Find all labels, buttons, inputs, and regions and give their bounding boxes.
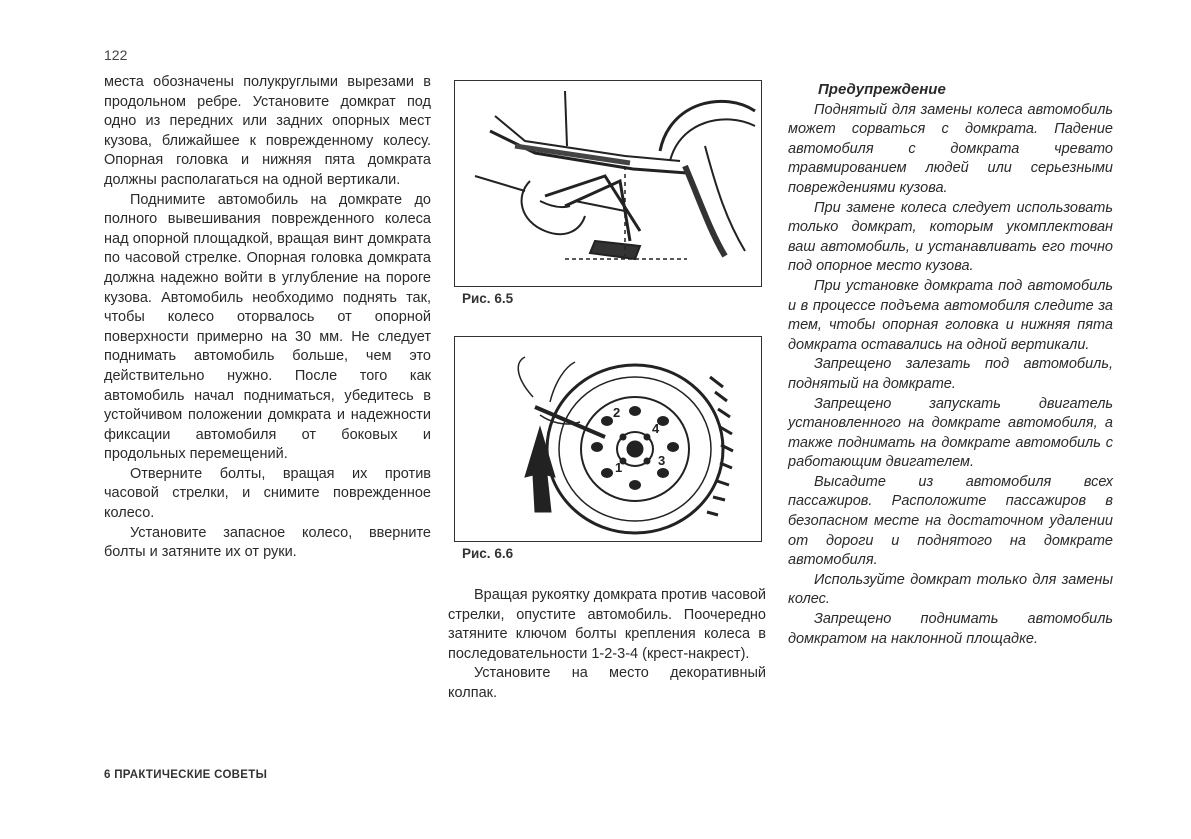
page-number: 122: [104, 47, 128, 63]
middle-text-column: [448, 586, 766, 704]
warning-paragraph: Поднятый для замены колеса автомобиль может сорваться с домкрата. Падение автомобиля с домкрата чревато травмированием людей или серьезными повреждениями кузова.: [788, 101, 1113, 196]
bolt-number-label: 3: [658, 453, 666, 468]
figure-6-5-caption: Рис. 6.5: [462, 291, 514, 306]
paragraph: Установите на место декоративный колпак.: [448, 665, 766, 701]
paragraph: Отверните болты, вращая их против часовой стрелки, и снимите поврежденное колесо.: [104, 465, 431, 522]
bolt-number-label: 1: [615, 460, 623, 475]
warning-paragraph: Запрещено залезать под автомобиль, поднятый на домкрате.: [788, 356, 1113, 392]
paragraph: Вращая рукоятку домкрата против часовой стрелки, опустите автомобиль. Поочередно затяните ключом болты крепления колеса в последовательности 1-2-3-4 (крест-накрест).: [448, 587, 766, 662]
figure-6-6-wheel-illustration: [454, 336, 762, 542]
warning-paragraph: При установке домкрата под автомобиль и в процессе подъема автомобиля следите за тем, чтобы опорная головка и нижняя пята домкрата оставались на одной вертикали.: [788, 277, 1113, 353]
warning-paragraph: Запрещено запускать двигатель установленного на домкрате автомобиля, а также поднимать на домкрате автомобиль с работающим двигателем.: [788, 395, 1113, 471]
paragraph: Установите запасное колесо, вверните болты и затяните их от руки.: [104, 524, 431, 561]
warning-title: Предупреждение: [818, 81, 946, 98]
jack-under-sill-drawing: [455, 81, 761, 286]
direction-arrow-icon: [525, 427, 555, 512]
paragraph: Поднимите автомобиль на домкрате до полного вывешивания поврежденного колеса над опорной площадкой, вращая винт домкрата по часовой стрелке. Опорная головка домкрата должна надежно войти в углубление на пороге кузова. Автомобиль необходимо поднять так, чтобы колесо оторвалось от опорной поверхности примерно на 30 мм. Не следует поднимать автомобиль больше, чем это действительно нужно. После того как автомобиль начал подниматься, убедитесь в устойчивом положении домкрата и надежности фиксации автомобиля от боковых и продольных перемещений.: [104, 191, 431, 463]
paragraph: места обозначены полукруглыми вырезами в продольном ребре. Установите домкрат под одно из передних или задних опорных мест кузова, ближайшее к поврежденному колесу. Опорная головка и нижняя пята домкрата должны располагаться на одной вертикали.: [104, 74, 431, 188]
warning-paragraph: Запрещено поднимать автомобиль домкратом на наклонной площадке.: [788, 611, 1113, 647]
wheel-bolt-sequence-drawing: [455, 337, 761, 541]
figure-6-6-caption: Рис. 6.6: [462, 546, 514, 561]
left-text-column: [104, 73, 431, 563]
warning-paragraph: Используйте домкрат только для замены колес.: [788, 571, 1113, 608]
section-footer: 6 ПРАКТИЧЕСКИЕ СОВЕТЫ: [104, 769, 268, 781]
warning-paragraph: При замене колеса следует использовать только домкрат, которым укомплектован ваш автомобиль, и устанавливать его точно под опорное место кузова.: [788, 199, 1113, 275]
bolt-number-label: 2: [613, 405, 621, 420]
bolt-number-label: 4: [652, 421, 660, 436]
figure-6-5-jack-illustration: [454, 80, 762, 287]
warning-block: [788, 80, 1113, 649]
warning-paragraph: Высадите из автомобиля всех пассажиров. Расположите пассажиров в безопасном месте на достаточном удалении от дороги и поднятого на домкрате автомобиля.: [788, 473, 1113, 569]
